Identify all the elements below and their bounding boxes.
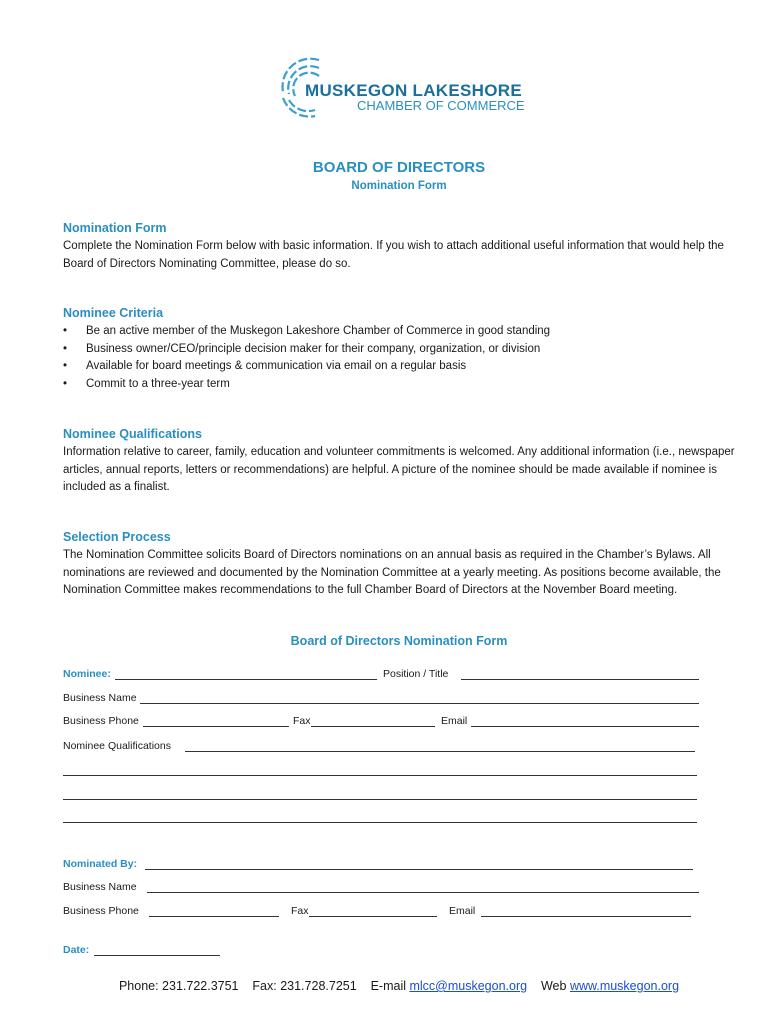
nominator-email-field[interactable] <box>481 916 691 917</box>
business-name-label: Business Name <box>63 692 137 704</box>
list-item: • Available for board meetings & communication via email on a regular basis <box>63 360 467 372</box>
qualifications-field[interactable] <box>185 751 695 752</box>
fax-label: Fax <box>293 715 311 727</box>
criteria-list <box>63 323 550 393</box>
form-title: Board of Directors Nomination Form <box>290 634 508 648</box>
qualifications-line[interactable] <box>63 822 697 823</box>
business-phone-row <box>63 715 703 731</box>
nominator-phone-row <box>63 905 703 921</box>
nomination-form-body: Complete the Nomination Form below with basic information. If you wish to attach additional useful information that would help the Board of Directors Nominating Committee, please do so. <box>63 240 724 270</box>
date-field[interactable] <box>94 955 220 956</box>
footer-email-label: E-mail <box>370 979 406 993</box>
footer-phone: Phone: 231.722.3751 <box>118 979 239 993</box>
date-row <box>63 944 363 960</box>
nominee-label: Nominee: <box>63 668 111 680</box>
position-field[interactable] <box>461 679 699 680</box>
logo-title: MUSKEGON LAKESHORE <box>305 81 522 100</box>
business-name-field[interactable] <box>140 703 699 704</box>
business-name-label: Business Name <box>63 881 137 893</box>
nominator-business-name-field[interactable] <box>147 892 699 893</box>
web-link[interactable]: www.muskegon.org <box>569 979 680 993</box>
nominator-fax-field[interactable] <box>309 916 437 917</box>
logo-subtitle: CHAMBER OF COMMERCE <box>357 98 525 113</box>
nominee-row <box>63 668 703 684</box>
position-label: Position / Title <box>383 668 449 680</box>
qualifications-label: Nominee Qualifications <box>63 740 171 752</box>
list-item: • Commit to a three-year term <box>63 377 230 390</box>
chamber-logo <box>275 52 535 122</box>
nominee-field[interactable] <box>115 679 377 680</box>
nominator-business-name-row <box>63 881 703 897</box>
email-field[interactable] <box>471 726 699 727</box>
fax-label: Fax <box>291 905 309 917</box>
business-phone-label: Business Phone <box>63 715 139 727</box>
selection-heading: Selection Process <box>63 530 171 544</box>
nominated-by-row <box>63 858 703 874</box>
email-label: Email <box>441 715 468 727</box>
qualifications-heading: Nominee Qualifications <box>63 427 202 441</box>
list-item: • Be an active member of the Muskegon Lakeshore Chamber of Commerce in good standing <box>63 325 551 337</box>
business-phone-label: Business Phone <box>63 905 139 917</box>
fax-field[interactable] <box>311 726 435 727</box>
email-link[interactable]: mlcc@muskegon.org <box>409 979 528 993</box>
nomination-form-heading: Nomination Form <box>63 221 167 235</box>
footer-fax: Fax: 231.728.7251 <box>252 979 357 993</box>
nominator-phone-field[interactable] <box>149 916 279 917</box>
footer <box>0 979 770 993</box>
business-phone-field[interactable] <box>143 726 289 727</box>
criteria-heading: Nominee Criteria <box>63 306 164 320</box>
page-subtitle: Nomination Form <box>351 180 447 192</box>
qualifications-line[interactable] <box>63 799 697 800</box>
qualifications-line[interactable] <box>63 775 697 776</box>
footer-web-label: Web <box>540 979 567 993</box>
nominated-by-field[interactable] <box>145 869 693 870</box>
email-label: Email <box>449 905 476 917</box>
nominated-by-label: Nominated By: <box>63 858 138 870</box>
business-name-row <box>63 692 703 708</box>
list-item: • Business owner/CEO/principle decision maker for their company, organization, or division <box>63 342 541 355</box>
selection-body: The Nomination Committee solicits Board of Directors nominations on an annual basis as required in the Chamber’s Bylaws. All nominations are reviewed and documented by the Nomination Committee at a yearly meeting. As positions become available, the Nomination Committee makes recommendations to the full Chamber Board of Directors at the November Board meeting. <box>63 549 721 596</box>
qualifications-body: Information relative to career, family, education and volunteer commitments is welcomed. Any additional information (i.e., newspaper articles, annual reports, letters or recommendations) are helpful. A picture of the nominee should be made available if nominee is included as a finalist. <box>63 446 735 493</box>
page-title: BOARD OF DIRECTORS <box>312 159 486 176</box>
qualifications-row <box>63 740 703 756</box>
date-label: Date: <box>63 944 90 956</box>
